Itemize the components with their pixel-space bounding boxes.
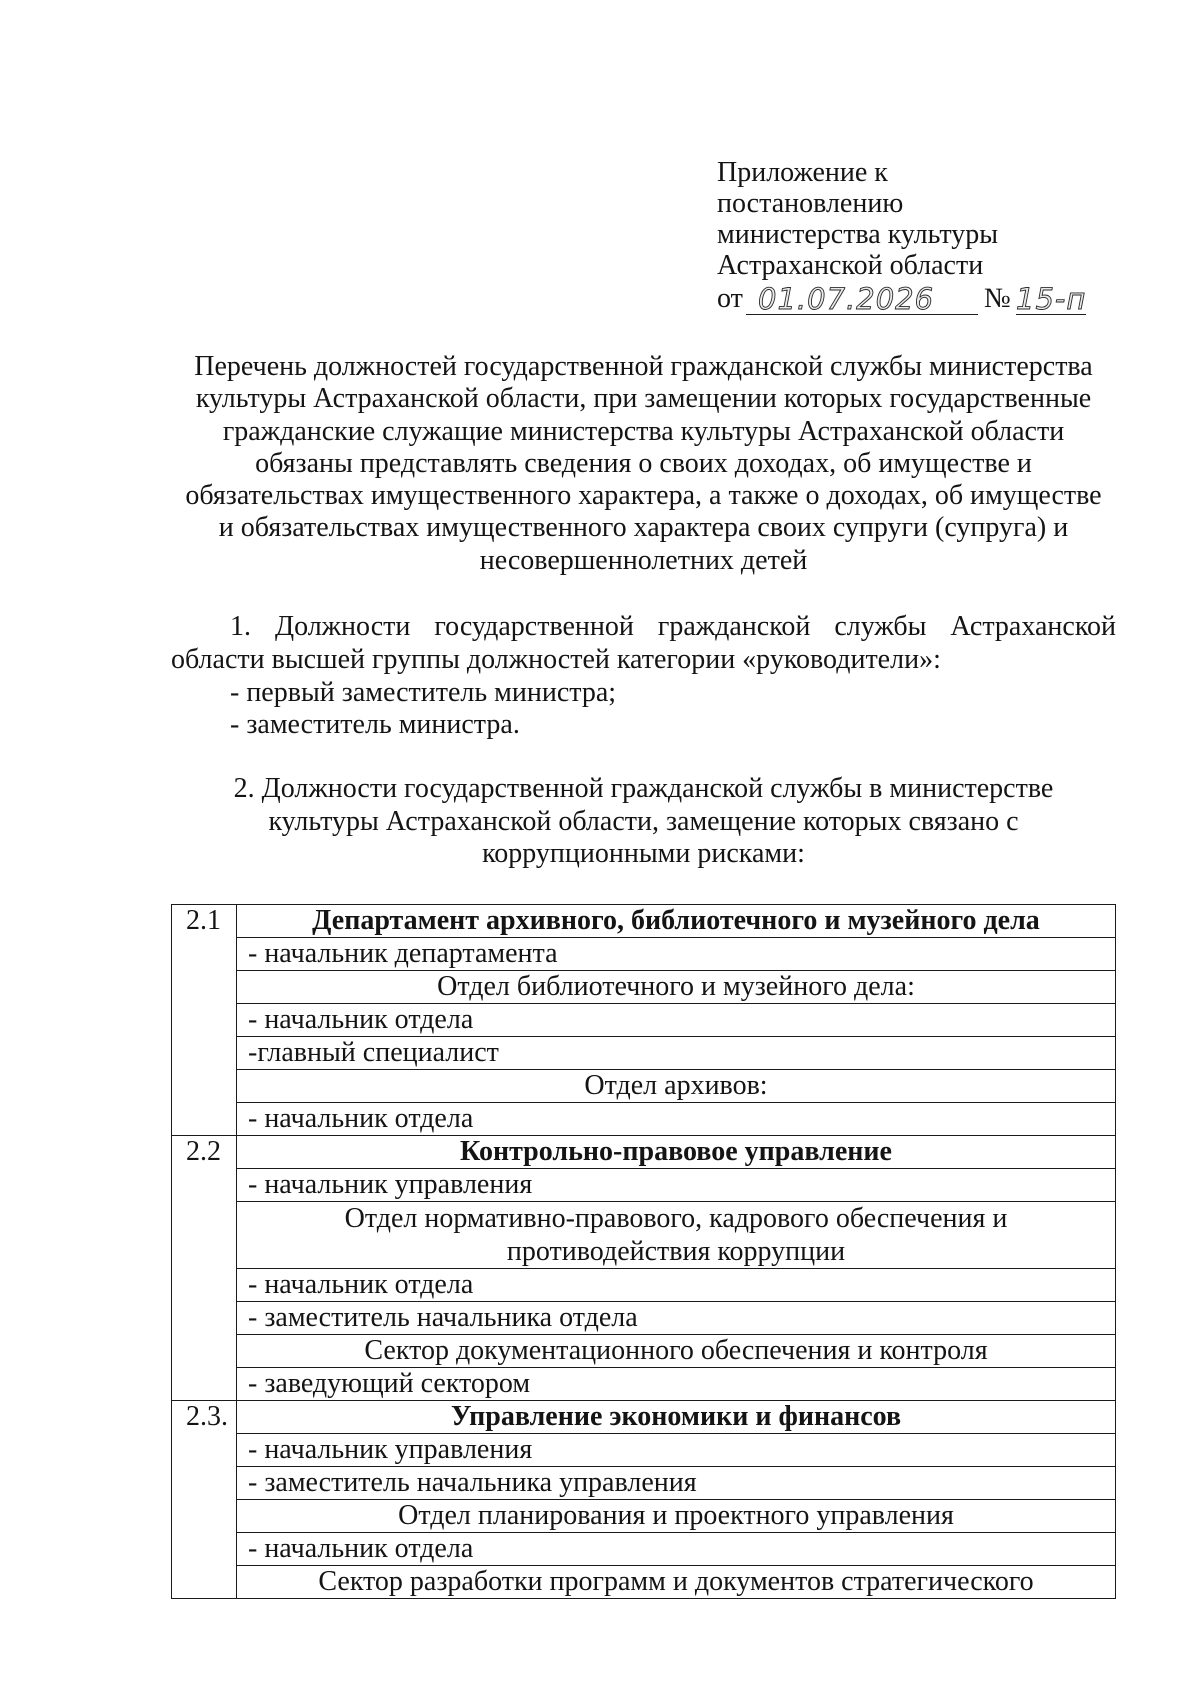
appendix-line: министерства культуры xyxy=(717,219,999,250)
table-row xyxy=(172,1467,1116,1500)
position-cell: - заведующий сектором xyxy=(237,1368,1116,1401)
section-2-heading-line: коррупционными рисками: xyxy=(482,838,805,869)
section-2-heading-line: 2. Должности государственной гражданской службы в министерстве xyxy=(233,773,1054,804)
title-line: культуры Астраханской области, при замещении которых государственные xyxy=(195,383,1092,415)
section-1-paragraph-line: 1. Должности государственной гражданской службы Астраханской xyxy=(230,611,1116,642)
table-row xyxy=(172,1533,1116,1566)
unit-title: Отдел планирования и проектного управления xyxy=(237,1500,1116,1533)
position-cell: - заместитель начальника управления xyxy=(237,1467,1116,1500)
date-value: 01.07.2026 xyxy=(746,284,978,315)
appendix-line: Астраханской области xyxy=(717,250,984,281)
table-row xyxy=(172,1004,1116,1037)
title-line: несовершеннолетних детей xyxy=(479,544,808,576)
appendix-line: постановлению xyxy=(717,188,904,219)
title-line: обязаны представлять сведения о своих доходах, об имуществе и xyxy=(255,447,1032,479)
table-row xyxy=(172,1136,1116,1169)
date-label: от xyxy=(717,283,743,314)
title-line: гражданские служащие министерства культуры Астраханской области xyxy=(222,415,1065,447)
position-cell: - начальник отдела xyxy=(237,1533,1116,1566)
position-cell: - начальник управления xyxy=(237,1169,1116,1202)
table-row xyxy=(172,1169,1116,1202)
table-row xyxy=(172,1070,1116,1103)
unit-title: Отдел архивов: xyxy=(237,1070,1116,1103)
table-row xyxy=(172,1401,1116,1434)
table-row xyxy=(172,938,1116,971)
section-1 xyxy=(171,611,1116,742)
department-title: Департамент архивного, библиотечного и музейного дела xyxy=(237,905,1116,938)
table-row xyxy=(172,1335,1116,1368)
unit-title-line: противодействия коррупции xyxy=(506,1236,846,1267)
table-row xyxy=(172,1302,1116,1335)
section-1-paragraph-line: области высшей группы должностей категории «руководители»: xyxy=(171,643,941,675)
unit-title-line: Отдел нормативно-правового, кадрового обеспечения и xyxy=(344,1203,1008,1234)
table-row xyxy=(172,1500,1116,1533)
department-title: Управление экономики и финансов xyxy=(237,1401,1116,1434)
table-row xyxy=(172,1103,1116,1136)
position-list-item: - первый заместитель министра; xyxy=(230,676,617,708)
table-row xyxy=(172,971,1116,1004)
section-2-heading xyxy=(171,773,1116,871)
unit-title xyxy=(237,1202,1116,1269)
title-line: обязательствах имущественного характера, а также о доходах, об имуществе xyxy=(185,480,1102,511)
position-cell: - начальник отдела xyxy=(237,1103,1116,1136)
position-cell: - начальник отдела xyxy=(237,1004,1116,1037)
table-row xyxy=(172,1202,1116,1269)
title-line: Перечень должностей государственной гражданской службы министерства xyxy=(194,351,1093,382)
table-row xyxy=(172,1037,1116,1070)
group-number: 2.2 xyxy=(172,1136,237,1401)
appendix-line: Приложение к xyxy=(717,157,888,188)
number-label: № xyxy=(984,283,1011,314)
appendix-date-number-row xyxy=(717,284,1117,316)
number-value: 15-п xyxy=(1016,282,1087,316)
unit-title: Сектор разработки программ и документов стратегического xyxy=(237,1566,1116,1599)
group-number: 2.1 xyxy=(172,905,237,1136)
position-cell: - начальник отдела xyxy=(237,1269,1116,1302)
positions-table xyxy=(171,904,1116,1599)
table-row xyxy=(172,1566,1116,1599)
position-cell: - заместитель начальника отдела xyxy=(237,1302,1116,1335)
table-row xyxy=(172,905,1116,938)
position-cell: - начальник управления xyxy=(237,1434,1116,1467)
appendix-block xyxy=(717,157,998,281)
title-line: и обязательствах имущественного характера своих супруги (супруга) и xyxy=(218,512,1069,544)
unit-title: Сектор документационного обеспечения и контроля xyxy=(237,1335,1116,1368)
table-row xyxy=(172,1434,1116,1467)
document-title xyxy=(171,351,1116,577)
department-title: Контрольно-правовое управление xyxy=(237,1136,1116,1169)
group-number: 2.3. xyxy=(172,1401,237,1599)
unit-title: Отдел библиотечного и музейного дела: xyxy=(237,971,1116,1004)
position-cell: -главный специалист xyxy=(237,1037,1116,1070)
position-cell: - начальник департамента xyxy=(237,938,1116,971)
table-row xyxy=(172,1368,1116,1401)
position-list-item: - заместитель министра. xyxy=(230,709,520,741)
section-2-heading-line: культуры Астраханской области, замещение которых связано с xyxy=(268,805,1019,837)
table-row xyxy=(172,1269,1116,1302)
